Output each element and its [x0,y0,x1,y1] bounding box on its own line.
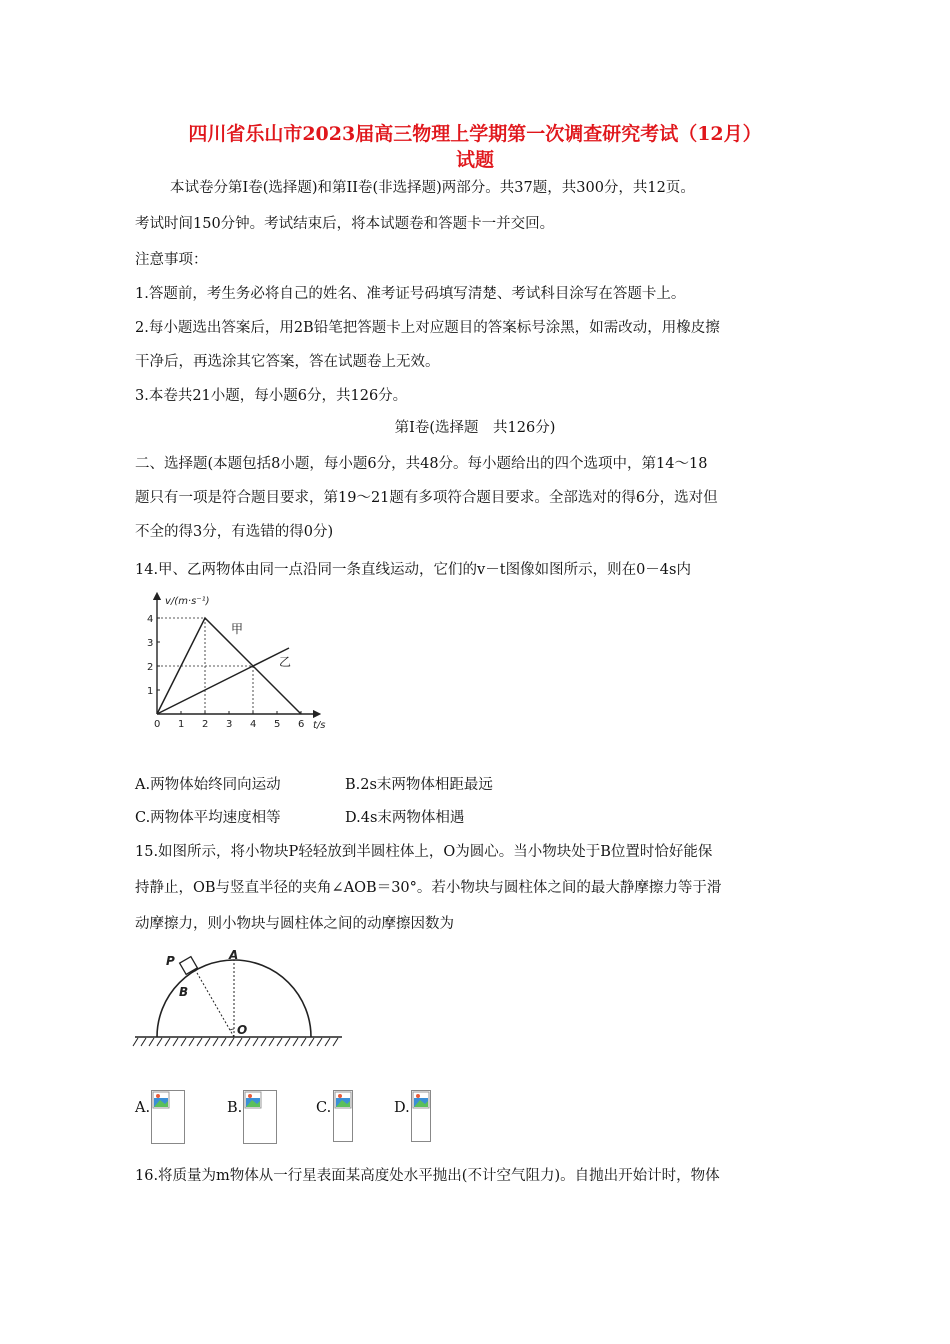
q15-stem-1: 15.如图所示，将小物块P轻轻放到半圆柱体上，O为圆心。当小物块处于B位置时恰好能保 [135,844,713,860]
q14-x-tick-label: 0 [154,719,161,730]
q14-x-tick-label: 6 [298,719,305,730]
broken-image-icon [412,1091,430,1109]
q15-label-o: O [237,1023,248,1037]
exam-title-line2: 试题 [455,149,494,171]
q15-ground-hatch [133,1038,338,1046]
section2-line-2: 题只有一项是符合题目要求，第19～21题有多项符合题目要求。全部选对的得6分，选对但 [135,490,718,506]
q15-semicircle-figure [130,945,350,1055]
notice-item-2: 2.每小题选出答案后，用2B铅笔把答题卡上对应题目的答案标号涂黑，如需改动，用橡皮擦 [135,320,720,336]
q14-label-jia: 甲 [231,622,244,636]
notice-item-1: 1.答题前，考生务必将自己的姓名、准考证号码填写清楚、考试科目涂写在答题卡上。 [135,286,686,302]
q15-option-d-image [411,1090,431,1142]
notice-heading: 注意事项： [135,252,208,268]
exam-title-line1: 四川省乐山市2023届高三物理上学期第一次调查研究考试（12月） [188,123,762,145]
q14-option-b[interactable]: B.2s末两物体相距最远 [345,777,493,793]
q14-ylabel: v/(m·s⁻¹) [165,596,210,607]
q14-y-tick-label: 3 [147,638,154,649]
q15-option-a-image [151,1090,185,1144]
q15-option-c[interactable]: C. [316,1100,332,1116]
q15-angle-arc [230,1029,234,1030]
q14-option-a[interactable]: A.两物体始终同向运动 [135,777,281,793]
q14-x-tick-label: 5 [274,719,281,730]
q15-stem-2: 持静止，OB与竖直半径的夹角∠AOB＝30°。若小物块与圆柱体之间的最大静摩擦力等于滑 [135,880,722,896]
part1-heading: 第Ⅰ卷(选择题 共126分) [394,420,556,436]
q16-stem: 16.将质量为m物体从一行星表面某高度处水平抛出(不计空气阻力)。自抛出开始计时，物体 [135,1168,720,1184]
q15-option-b[interactable]: B. [227,1100,243,1116]
q14-option-c[interactable]: C.两物体平均速度相等 [135,810,281,826]
section2-line-1: 二、选择题(本题包括8小题，每小题6分，共48分。每小题给出的四个选项中，第14～18 [135,456,708,472]
q14-y-tick-label: 2 [147,662,154,673]
q14-xlabel: t/s [313,720,326,731]
q14-vt-graph [135,588,345,738]
q14-stem: 14.甲、乙两物体由同一点沿同一条直线运动，它们的v－t图像如图所示，则在0－4s内 [135,562,691,578]
q14-x-tick-label: 4 [250,719,257,730]
q14-label-yi: 乙 [279,655,292,669]
q15-stem-3: 动摩擦力，则小物块与圆柱体之间的动摩擦因数为 [135,916,454,932]
q14-x-tick-label: 1 [178,719,185,730]
notice-item-3: 3.本卷共21小题，每小题6分，共126分。 [135,388,408,404]
q14-y-tick-label: 1 [147,686,154,697]
q15-radius-ob [196,970,235,1037]
q15-option-b-image [243,1090,277,1144]
broken-image-icon [334,1091,352,1109]
intro-line-1: 本试卷分第Ⅰ卷(选择题)和第II卷(非选择题)两部分。共37题，共300分，共12页。 [170,180,695,196]
q14-y-tick-label: 4 [147,614,154,625]
broken-image-icon [244,1091,262,1109]
q15-option-a[interactable]: A. [135,1100,151,1116]
q15-label-a: A [229,948,239,962]
q14-option-d[interactable]: D.4s末两物体相遇 [345,810,465,826]
q15-option-d[interactable]: D. [394,1100,410,1116]
intro-line-2: 考试时间150分钟。考试结束后，将本试题卷和答题卡一并交回。 [135,216,555,232]
q14-x-tick-label: 3 [226,719,233,730]
q15-label-p: P [166,954,175,968]
q15-block-p [180,957,198,975]
notice-item-2-cont: 干净后，再选涂其它答案，答在试题卷上无效。 [135,354,440,370]
broken-image-icon [152,1091,170,1109]
q15-option-c-image [333,1090,353,1142]
q15-label-b: B [179,985,189,999]
section2-line-3: 不全的得3分，有选错的得0分) [135,524,334,540]
q14-series-yi [157,648,292,714]
q14-x-tick-label: 2 [202,719,209,730]
